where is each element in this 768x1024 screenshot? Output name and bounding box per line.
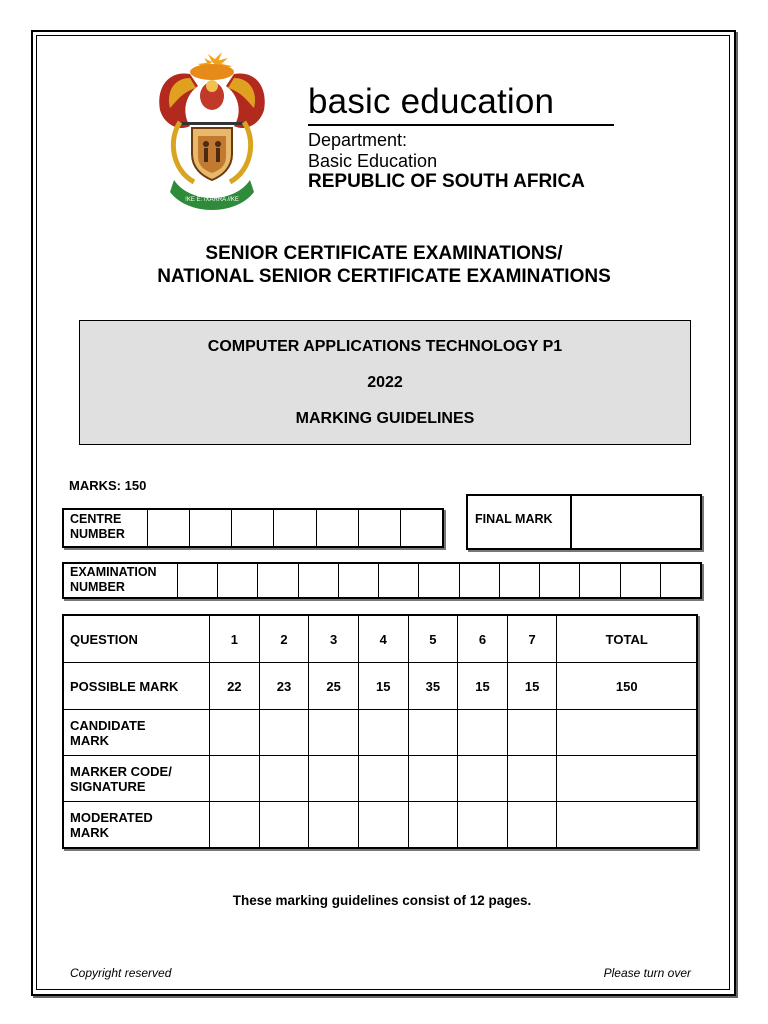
centre-number-label: CENTRE NUMBER [64,510,148,546]
mark-allocation-table [62,614,698,849]
centre-number-cell[interactable] [148,510,190,546]
table-header-cell: 6 [458,615,508,663]
table-cell[interactable] [210,802,260,849]
table-header-cell: 3 [309,615,359,663]
department-label: Department: [308,130,408,150]
exam-number-cell[interactable] [258,564,298,597]
table-cell[interactable] [358,710,408,756]
table-row-candidate-mark [63,710,697,756]
exam-number-cell[interactable] [661,564,700,597]
centre-number-box [62,508,444,548]
table-row-label: MODERATED MARK [63,802,210,849]
table-cell[interactable] [259,802,309,849]
centre-number-cell[interactable] [359,510,401,546]
centre-number-cell[interactable] [274,510,316,546]
exam-number-cell[interactable] [621,564,661,597]
table-cell: 15 [458,663,508,710]
exam-number-cell[interactable] [580,564,620,597]
table-cell[interactable] [507,756,557,802]
centre-number-cell[interactable] [401,510,442,546]
table-cell[interactable] [259,710,309,756]
table-cell[interactable] [507,710,557,756]
table-row-label: CANDIDATE MARK [63,710,210,756]
table-cell[interactable] [557,802,697,849]
table-cell: 15 [507,663,557,710]
table-cell[interactable] [557,756,697,802]
exam-title-line1: SENIOR CERTIFICATE EXAMINATIONS/ [205,243,563,264]
paper-year: 2022 [367,374,403,391]
table-cell[interactable] [408,802,458,849]
exam-number-cell[interactable] [379,564,419,597]
table-cell[interactable] [557,710,697,756]
table-cell: 35 [408,663,458,710]
brand-title: basic education [308,82,555,121]
table-cell[interactable] [458,710,508,756]
centre-number-cell[interactable] [232,510,274,546]
country-name: REPUBLIC OF SOUTH AFRICA [308,171,585,192]
exam-number-cell[interactable] [500,564,540,597]
exam-number-cell[interactable] [419,564,459,597]
table-cell: POSSIBLE MARK [63,663,210,710]
table-row-label: MARKER CODE/ SIGNATURE [63,756,210,802]
centre-number-cell[interactable] [317,510,359,546]
exam-number-cell[interactable] [460,564,500,597]
table-cell[interactable] [259,756,309,802]
exam-number-cell[interactable] [339,564,379,597]
table-cell: 23 [259,663,309,710]
table-cell: 15 [358,663,408,710]
subject-title: COMPUTER APPLICATIONS TECHNOLOGY P1 [207,338,563,355]
copyright-notice: Copyright reserved [70,966,172,980]
table-row-marker-code [63,756,697,802]
brand-divider [308,124,614,126]
table-header-cell: 7 [507,615,557,663]
examination-number-box [62,562,702,599]
exam-number-cell[interactable] [540,564,580,597]
table-row-question [63,615,697,663]
table-cell[interactable] [358,756,408,802]
paper-info-box [79,320,691,445]
svg-text:!KE E: /XARRA //KE: !KE E: /XARRA //KE [185,197,239,203]
table-cell[interactable] [210,710,260,756]
final-mark-label: FINAL MARK [468,496,572,548]
table-header-cell: TOTAL [557,615,697,663]
table-cell[interactable] [309,802,359,849]
table-row-moderated-mark [63,802,697,849]
exam-number-cell[interactable] [299,564,339,597]
table-header-cell: 5 [408,615,458,663]
table-cell[interactable] [408,710,458,756]
table-cell[interactable] [358,802,408,849]
table-cell[interactable] [458,802,508,849]
document-type: MARKING GUIDELINES [295,410,475,427]
final-mark-field[interactable] [572,496,700,548]
department-name: Basic Education [308,151,438,171]
total-marks-label: MARKS: 150 [69,478,147,493]
examination-number-label: EXAMINATION NUMBER [64,564,178,597]
exam-title-line2: NATIONAL SENIOR CERTIFICATE EXAMINATIONS [157,266,611,287]
table-cell[interactable] [458,756,508,802]
exam-number-cell[interactable] [178,564,218,597]
table-row-possible-mark [63,663,697,710]
table-header-cell: 1 [210,615,260,663]
table-header-cell: 4 [358,615,408,663]
table-cell: 22 [210,663,260,710]
table-header-cell: QUESTION [63,615,210,663]
table-cell[interactable] [507,802,557,849]
table-cell[interactable] [309,756,359,802]
page-count-note: These marking guidelines consist of 12 pages. [232,893,532,908]
exam-number-cell[interactable] [218,564,258,597]
table-cell[interactable] [210,756,260,802]
table-cell: 150 [557,663,697,710]
table-cell: 25 [309,663,359,710]
centre-number-cell[interactable] [190,510,232,546]
final-mark-box [466,494,702,550]
table-cell[interactable] [309,710,359,756]
table-header-cell: 2 [259,615,309,663]
table-cell[interactable] [408,756,458,802]
turn-over-note: Please turn over [603,966,691,980]
